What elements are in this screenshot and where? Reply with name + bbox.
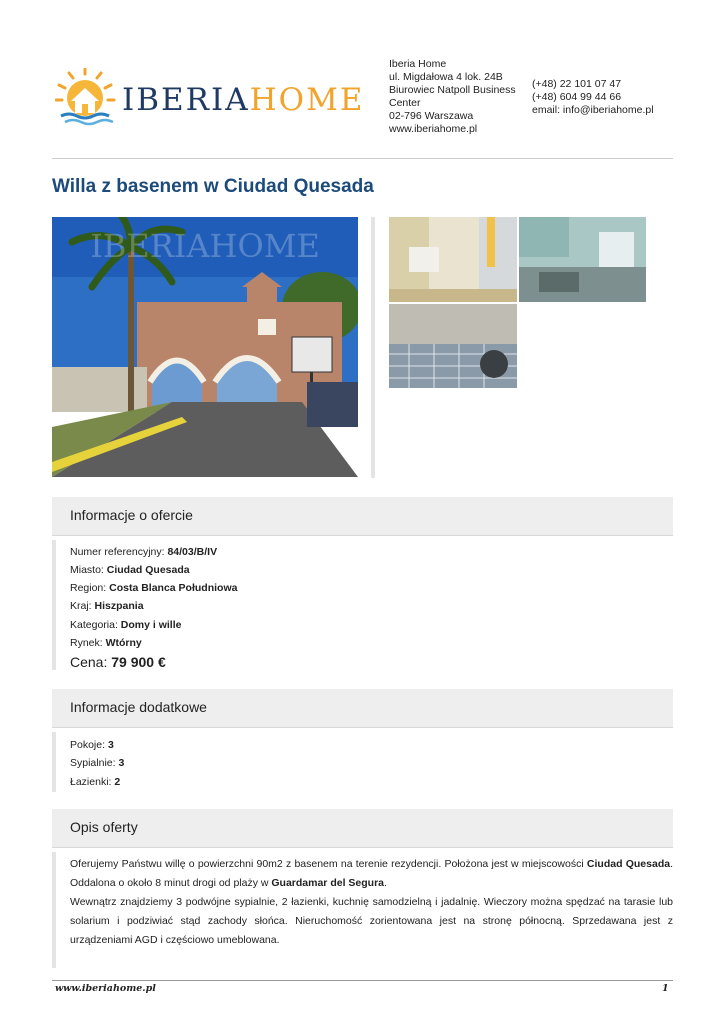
svg-text:IBERIAHOME: IBERIAHOME: [90, 227, 320, 265]
page-number: 1: [662, 983, 669, 994]
country-row: Kraj: Hiszpania: [70, 600, 144, 612]
reference-number-row: Numer referencyjny: 84/03/B/IV: [70, 546, 218, 558]
section-title: Opis oferty: [70, 819, 138, 835]
description-text: [70, 855, 673, 950]
offer-info-header: [52, 497, 673, 536]
description-header: [52, 809, 673, 848]
description-paragraph: Wewnątrz znajdziemy 3 podwójne sypialnie, 2 łazienki, kuchnię samodzielną i jadalnię. Wieczory można spędzać na tarasie lub solarium i podziwiać stąd zachody słońca. Nieruchomość zorientowana jest na stronę północną. Sprzedawana jest z urządzeniami AGD i częściowo umeblowana.: [70, 896, 673, 946]
company-address: [389, 58, 529, 136]
address-line: 02-796 Warszawa: [389, 110, 474, 122]
city-row: Miasto: Ciudad Quesada: [70, 564, 190, 576]
rooms-row: Pokoje: 3: [70, 739, 114, 751]
website-link[interactable]: www.iberiahome.pl: [389, 123, 478, 135]
bedrooms-row: Sypialnie: 3: [70, 757, 125, 769]
section-title: Informacje dodatkowe: [70, 699, 207, 715]
section-accent-bar: [52, 540, 56, 670]
category-row: Kategoria: Domy i wille: [70, 619, 182, 631]
additional-info-header: [52, 689, 673, 728]
footer-website[interactable]: www.iberiahome.pl: [55, 983, 156, 994]
address-line: Iberia Home: [389, 58, 447, 70]
email: email: info@iberiahome.pl: [532, 104, 654, 116]
region-row: Region: Costa Blanca Południowa: [70, 582, 238, 594]
phone-1: (+48) 22 101 07 47: [532, 78, 622, 90]
footer-divider: [52, 980, 673, 981]
kitchen-photo-thumbnail[interactable]: [519, 217, 646, 302]
page-title: Willa z basenem w Ciudad Quesada: [52, 176, 374, 197]
company-contact: [532, 78, 692, 117]
section-accent-bar: [52, 852, 56, 968]
gallery-divider: [371, 217, 375, 478]
logo-wordmark: IBERIAHOME: [122, 82, 365, 118]
address-line: ul. Migdałowa 4 lok. 24B: [389, 71, 503, 83]
description-paragraph: Oferujemy Państwu willę o powierzchni 90m2 z basenem na terenie rezydencji. Położona jest w miejscowości Ciudad Quesada. Oddalona o około 8 minut drogi od plaży w Guardamar del Segura.: [70, 858, 673, 889]
market-row: Rynek: Wtórny: [70, 637, 142, 649]
header-divider: [52, 158, 673, 159]
bathrooms-row: Łazienki: 2: [70, 776, 121, 788]
main-property-photo[interactable]: [52, 217, 358, 477]
terrace-photo-thumbnail[interactable]: [389, 304, 517, 388]
section-title: Informacje o ofercie: [70, 507, 193, 523]
bathroom-photo-thumbnail[interactable]: [389, 217, 517, 302]
section-accent-bar: [52, 732, 56, 792]
price: Cena: 79 900 €: [70, 654, 166, 670]
address-line: Biurowiec Natpoll Business Center: [389, 84, 516, 109]
phone-2: (+48) 604 99 44 66: [532, 91, 622, 103]
